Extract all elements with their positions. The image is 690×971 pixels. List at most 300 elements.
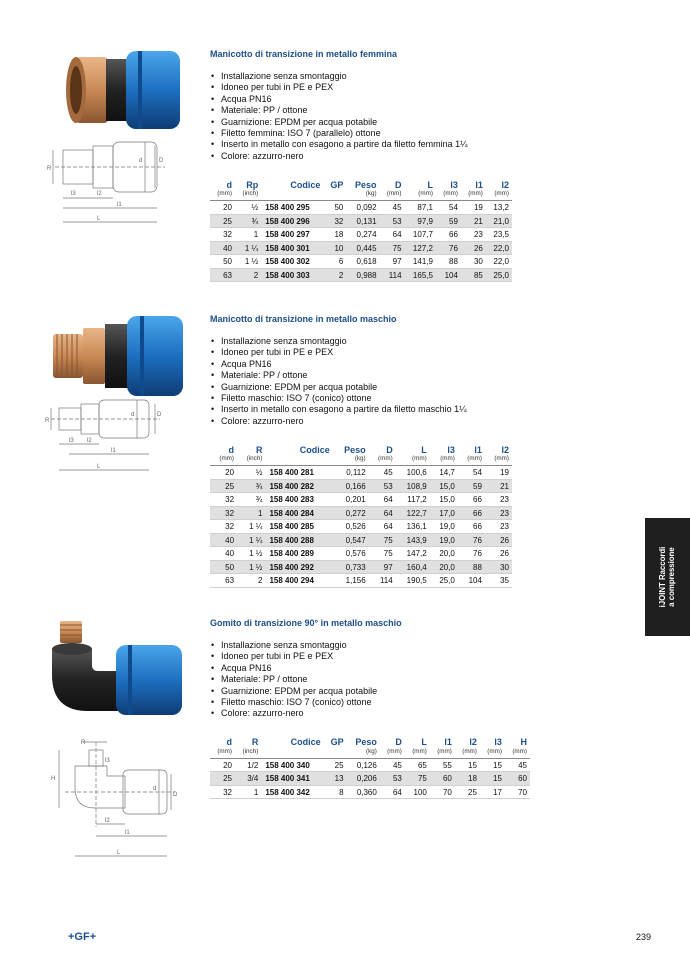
table-cell: 0,274: [346, 228, 379, 242]
feature-item: • Guarnizione: EPDM per acqua potabile: [210, 382, 512, 393]
table-cell: 165,5: [405, 268, 436, 282]
table-cell: 15: [480, 772, 505, 786]
feature-item: • Acqua PN16: [210, 94, 512, 105]
column-unit: (mm): [486, 190, 512, 201]
side-tab-line-1: iJOINT Raccordi: [658, 546, 667, 608]
column-header: l3: [447, 444, 455, 455]
product-code-cell: 158 400 292: [265, 560, 332, 574]
table-row: [210, 758, 530, 772]
feature-item: • Colore: azzurro-nero: [210, 416, 512, 427]
table-cell: 1/2: [235, 758, 261, 772]
column-header: L: [421, 737, 427, 748]
dim-label-H: H: [51, 776, 56, 782]
feature-item: • Materiale: PP / ottone: [210, 370, 512, 381]
table-cell: 64: [380, 228, 405, 242]
table-cell: 35: [485, 574, 512, 588]
table-cell: 40: [210, 547, 237, 561]
column-header: R: [251, 737, 259, 748]
column-unit: [323, 190, 346, 201]
dim-label-l3: l3: [71, 191, 76, 197]
table-cell: 40: [210, 241, 235, 255]
table-cell: 87,1: [405, 201, 436, 215]
feature-item: • Guarnizione: EPDM per acqua potabile: [210, 117, 512, 128]
table-row: [210, 268, 512, 282]
table-row: [210, 241, 512, 255]
dim-label-R: R: [47, 166, 52, 172]
table-cell: 97,9: [405, 214, 436, 228]
table-cell: 19: [485, 466, 512, 480]
feature-item: • Acqua PN16: [210, 359, 512, 370]
table-cell: 25: [455, 785, 480, 799]
column-unit: (mm): [210, 748, 235, 759]
table-cell: 63: [210, 268, 235, 282]
table-cell: ¾: [235, 214, 261, 228]
table-cell: 100,6: [396, 466, 430, 480]
table-cell: 32: [210, 493, 237, 507]
table-header-row: [210, 444, 512, 455]
table-units-row: [210, 748, 530, 759]
column-unit: (kg): [347, 748, 380, 759]
feature-item: • Guarnizione: EPDM per acqua potabile: [210, 686, 530, 697]
column-header: Peso: [355, 737, 377, 748]
section-title: Gomito di transizione 90° in metallo maschio: [210, 618, 402, 628]
feature-item: • Materiale: PP / ottone: [210, 105, 512, 116]
table-cell: 55: [430, 758, 455, 772]
table-cell: 0,112: [333, 466, 369, 480]
table-cell: 104: [436, 268, 461, 282]
dim-label-d: d: [131, 412, 135, 418]
table-cell: 15,0: [430, 493, 458, 507]
column-header: L: [421, 444, 427, 455]
table-cell: 75: [380, 241, 405, 255]
column-header: D: [386, 444, 393, 455]
table-cell: 54: [436, 201, 461, 215]
table-cell: 0,576: [333, 547, 369, 561]
column-header: d: [226, 737, 233, 748]
table-cell: 190,5: [396, 574, 430, 588]
product-code-cell: 158 400 302: [261, 255, 323, 269]
table-cell: 23,5: [486, 228, 512, 242]
table-cell: 18: [323, 228, 346, 242]
section-title: Manicotto di transizione in metallo femmina: [210, 49, 398, 59]
table-cell: 64: [369, 506, 396, 520]
dim-label-R: R: [81, 740, 86, 746]
table-cell: 2: [323, 268, 346, 282]
table-cell: 50: [210, 255, 235, 269]
spec-table: [210, 737, 530, 800]
table-cell: 97: [369, 560, 396, 574]
table-cell: ¾: [237, 479, 265, 493]
column-header: D: [395, 179, 402, 190]
table-cell: 76: [458, 533, 485, 547]
table-cell: 32: [210, 506, 237, 520]
feature-list: [210, 336, 512, 427]
dim-label-l3: l3: [69, 438, 74, 444]
table-cell: 1 ½: [235, 255, 261, 269]
table-cell: 160,4: [396, 560, 430, 574]
column-unit: [265, 455, 332, 466]
column-header: l1: [475, 179, 483, 190]
table-cell: 59: [436, 214, 461, 228]
table-cell: 25: [210, 214, 235, 228]
table-cell: 1,156: [333, 574, 369, 588]
dim-label-D: D: [159, 158, 164, 164]
table-cell: 1 ¼: [237, 533, 265, 547]
column-header: Peso: [344, 444, 366, 455]
column-unit: (kg): [346, 190, 379, 201]
table-cell: 18: [455, 772, 480, 786]
column-unit: (inch): [235, 190, 261, 201]
table-cell: 76: [436, 241, 461, 255]
table-cell: 100: [405, 785, 430, 799]
table-cell: 20: [210, 758, 235, 772]
column-header: GP: [330, 179, 344, 190]
dim-label-R: R: [45, 418, 50, 424]
column-header: l1: [444, 737, 452, 748]
table-cell: 50: [323, 201, 346, 215]
table-cell: 17,0: [430, 506, 458, 520]
table-cell: 143,9: [396, 533, 430, 547]
table-cell: 1 ¼: [235, 241, 261, 255]
table-row: [210, 466, 512, 480]
table-cell: 10: [323, 241, 346, 255]
table-cell: 1 ¼: [237, 520, 265, 534]
feature-item: • Colore: azzurro-nero: [210, 151, 512, 162]
table-cell: 23: [485, 506, 512, 520]
table-cell: 66: [458, 506, 485, 520]
column-header: H: [520, 737, 527, 748]
table-cell: 70: [430, 785, 455, 799]
product-code-cell: 158 400 301: [261, 241, 323, 255]
table-units-row: [210, 190, 512, 201]
table-cell: 0,618: [346, 255, 379, 269]
table-cell: 114: [380, 268, 405, 282]
table-cell: 1: [235, 785, 261, 799]
column-unit: (mm): [430, 455, 458, 466]
table-cell: 66: [458, 520, 485, 534]
table-row: [210, 214, 512, 228]
side-tab-line-2: a compressione: [667, 547, 676, 607]
table-cell: 0,272: [333, 506, 369, 520]
dim-label-l2: l2: [97, 191, 102, 197]
column-unit: (mm): [380, 190, 405, 201]
table-row: [210, 228, 512, 242]
table-cell: 0,092: [346, 201, 379, 215]
technical-drawing-female-adapter: [45, 140, 175, 240]
table-cell: 53: [380, 772, 405, 786]
table-cell: 25: [324, 758, 347, 772]
table-cell: 20,0: [430, 560, 458, 574]
table-cell: 1: [237, 506, 265, 520]
product-code-cell: 158 400 297: [261, 228, 323, 242]
table-row: [210, 574, 512, 588]
dim-label-D: D: [173, 792, 178, 798]
table-cell: 107,7: [405, 228, 436, 242]
table-cell: 14,7: [430, 466, 458, 480]
table-cell: 0,526: [333, 520, 369, 534]
table-cell: 0,126: [347, 758, 380, 772]
product-code-cell: 158 400 282: [265, 479, 332, 493]
table-cell: 19,0: [430, 520, 458, 534]
table-cell: 25,0: [486, 268, 512, 282]
table-cell: 21,0: [486, 214, 512, 228]
dim-label-l2: l2: [87, 438, 92, 444]
table-cell: 1 ½: [237, 560, 265, 574]
column-unit: [261, 190, 323, 201]
page-number: 239: [636, 932, 652, 942]
product-code-cell: 158 400 296: [261, 214, 323, 228]
table-cell: 147,2: [396, 547, 430, 561]
table-cell: 64: [380, 785, 405, 799]
product-code-cell: 158 400 284: [265, 506, 332, 520]
table-cell: ½: [237, 466, 265, 480]
table-cell: 88: [458, 560, 485, 574]
column-unit: (mm): [380, 748, 405, 759]
feature-item: • Inserto in metallo con esagono a partire da filetto femmina 1¼: [210, 139, 512, 150]
table-cell: 25,0: [430, 574, 458, 588]
table-cell: 13: [324, 772, 347, 786]
table-cell: 15: [455, 758, 480, 772]
product-code-cell: 158 400 303: [261, 268, 323, 282]
table-cell: 45: [369, 466, 396, 480]
product-photo-male-adapter: [45, 310, 190, 407]
column-header: l2: [501, 179, 509, 190]
table-cell: 64: [369, 493, 396, 507]
section-title: Manicotto di transizione in metallo maschio: [210, 314, 397, 324]
table-row: [210, 479, 512, 493]
column-header: l3: [494, 737, 502, 748]
column-header: d: [228, 444, 235, 455]
table-cell: 59: [458, 479, 485, 493]
column-header: l1: [474, 444, 482, 455]
table-cell: 20: [210, 201, 235, 215]
table-cell: 75: [369, 547, 396, 561]
column-unit: (mm): [369, 455, 396, 466]
table-cell: 0,445: [346, 241, 379, 255]
column-header: Peso: [355, 179, 377, 190]
table-cell: 19: [461, 201, 486, 215]
column-unit: (mm): [458, 455, 485, 466]
table-cell: 117,2: [396, 493, 430, 507]
table-cell: 45: [380, 201, 405, 215]
table-cell: 50: [210, 560, 237, 574]
table-cell: 0,988: [346, 268, 379, 282]
table-cell: 1 ½: [237, 547, 265, 561]
feature-item: • Idoneo per tubi in PE e PEX: [210, 651, 530, 662]
product-code-cell: 158 400 283: [265, 493, 332, 507]
dim-label-l2: l2: [105, 818, 110, 824]
table-cell: 2: [235, 268, 261, 282]
feature-item: • Materiale: PP / ottone: [210, 674, 530, 685]
dim-label-l1: l1: [111, 448, 116, 454]
category-side-tab: [645, 518, 690, 636]
table-cell: 19,0: [430, 533, 458, 547]
table-header-row: [210, 737, 530, 748]
section-elbow: [210, 618, 530, 799]
table-cell: 32: [210, 228, 235, 242]
table-row: [210, 533, 512, 547]
feature-item: • Filetto femmina: ISO 7 (parallelo) ottone: [210, 128, 512, 139]
table-row: [210, 772, 530, 786]
table-row: [210, 255, 512, 269]
table-cell: 75: [405, 772, 430, 786]
table-cell: 0,733: [333, 560, 369, 574]
table-cell: 23: [461, 228, 486, 242]
table-cell: 53: [380, 214, 405, 228]
product-code-cell: 158 400 295: [261, 201, 323, 215]
dim-label-D: D: [157, 412, 162, 418]
column-header: d: [226, 179, 232, 190]
table-cell: 40: [210, 533, 237, 547]
table-cell: 0,166: [333, 479, 369, 493]
table-cell: 22,0: [486, 241, 512, 255]
table-cell: 13,2: [486, 201, 512, 215]
table-cell: 54: [458, 466, 485, 480]
table-cell: 15,0: [430, 479, 458, 493]
table-cell: 53: [369, 479, 396, 493]
feature-list: [210, 71, 512, 162]
column-unit: (mm): [210, 455, 237, 466]
table-cell: 60: [505, 772, 530, 786]
column-header: L: [427, 179, 433, 190]
column-unit: [324, 748, 347, 759]
table-cell: 70: [505, 785, 530, 799]
dim-label-l1: l1: [125, 830, 130, 836]
spec-table: [210, 179, 512, 282]
column-header: Codice: [290, 737, 321, 748]
table-cell: 32: [210, 785, 235, 799]
column-unit: (mm): [455, 748, 480, 759]
table-cell: 30: [461, 255, 486, 269]
table-cell: 26: [485, 547, 512, 561]
feature-item: • Installazione senza smontaggio: [210, 71, 512, 82]
feature-item: • Acqua PN16: [210, 663, 530, 674]
column-header: D: [395, 737, 402, 748]
table-cell: 66: [436, 228, 461, 242]
column-unit: [261, 748, 323, 759]
table-row: [210, 201, 512, 215]
table-cell: 0,201: [333, 493, 369, 507]
table-cell: 0,206: [347, 772, 380, 786]
column-header: GP: [330, 737, 344, 748]
table-cell: 0,547: [333, 533, 369, 547]
table-cell: 23: [485, 493, 512, 507]
technical-drawing-male-adapter: [45, 398, 175, 481]
product-code-cell: 158 400 288: [265, 533, 332, 547]
dim-label-l1: l1: [117, 202, 122, 208]
dim-label-L: L: [97, 216, 101, 222]
table-cell: 0,360: [347, 785, 380, 799]
table-cell: 108,9: [396, 479, 430, 493]
table-cell: 136,1: [396, 520, 430, 534]
table-cell: 88: [436, 255, 461, 269]
table-cell: 114: [369, 574, 396, 588]
table-row: [210, 506, 512, 520]
column-unit: (mm): [505, 748, 530, 759]
table-cell: 20,0: [430, 547, 458, 561]
spec-table: [210, 444, 512, 588]
product-photo-female-adapter: [58, 45, 188, 140]
column-unit: (mm): [480, 748, 505, 759]
column-header: R: [255, 444, 263, 455]
column-header: l3: [450, 179, 458, 190]
feature-item: • Idoneo per tubi in PE e PEX: [210, 347, 512, 358]
table-cell: 21: [461, 214, 486, 228]
table-cell: 97: [380, 255, 405, 269]
table-cell: 32: [210, 520, 237, 534]
feature-item: • Installazione senza smontaggio: [210, 640, 530, 651]
column-unit: (kg): [333, 455, 369, 466]
column-unit: (mm): [436, 190, 461, 201]
table-cell: 25: [210, 772, 235, 786]
column-header: l2: [501, 444, 509, 455]
table-cell: 20: [210, 466, 237, 480]
table-cell: 17: [480, 785, 505, 799]
table-cell: 66: [458, 493, 485, 507]
table-cell: 26: [485, 533, 512, 547]
section-female-adapter: [210, 49, 512, 282]
table-cell: 76: [458, 547, 485, 561]
table-cell: 26: [461, 241, 486, 255]
column-unit: (mm): [396, 455, 430, 466]
table-units-row: [210, 455, 512, 466]
column-unit: (inch): [237, 455, 265, 466]
table-cell: 30: [485, 560, 512, 574]
dim-label-d: d: [153, 786, 157, 792]
table-cell: ¾: [237, 493, 265, 507]
column-unit: (mm): [461, 190, 486, 201]
table-cell: 21: [485, 479, 512, 493]
table-cell: 64: [369, 520, 396, 534]
feature-item: • Colore: azzurro-nero: [210, 708, 530, 719]
table-cell: 60: [430, 772, 455, 786]
table-cell: 85: [461, 268, 486, 282]
table-row: [210, 785, 530, 799]
table-row: [210, 547, 512, 561]
table-cell: 122,7: [396, 506, 430, 520]
product-code-cell: 158 400 342: [261, 785, 323, 799]
table-cell: 15: [480, 758, 505, 772]
dim-label-L: L: [97, 464, 101, 470]
column-unit: (inch): [235, 748, 261, 759]
column-unit: (mm): [430, 748, 455, 759]
column-header: Rp: [246, 179, 259, 190]
table-header-row: [210, 179, 512, 190]
column-header: l2: [469, 737, 477, 748]
table-cell: 63: [210, 574, 237, 588]
table-cell: 32: [323, 214, 346, 228]
feature-item: • Idoneo per tubi in PE e PEX: [210, 82, 512, 93]
table-cell: 45: [380, 758, 405, 772]
section-male-adapter: [210, 314, 512, 588]
product-code-cell: 158 400 281: [265, 466, 332, 480]
product-code-cell: 158 400 289: [265, 547, 332, 561]
feature-item: • Filetto maschio: ISO 7 (conico) ottone: [210, 393, 512, 404]
table-cell: 65: [405, 758, 430, 772]
table-cell: 8: [324, 785, 347, 799]
dim-label-l3: l3: [105, 758, 110, 764]
column-unit: (mm): [210, 190, 235, 201]
table-cell: 1: [235, 228, 261, 242]
table-cell: 0,131: [346, 214, 379, 228]
table-cell: 141,9: [405, 255, 436, 269]
product-photo-elbow: [48, 615, 188, 725]
column-unit: (mm): [405, 190, 436, 201]
dim-label-d: d: [139, 158, 143, 164]
table-cell: 6: [323, 255, 346, 269]
table-cell: 75: [369, 533, 396, 547]
product-code-cell: 158 400 340: [261, 758, 323, 772]
